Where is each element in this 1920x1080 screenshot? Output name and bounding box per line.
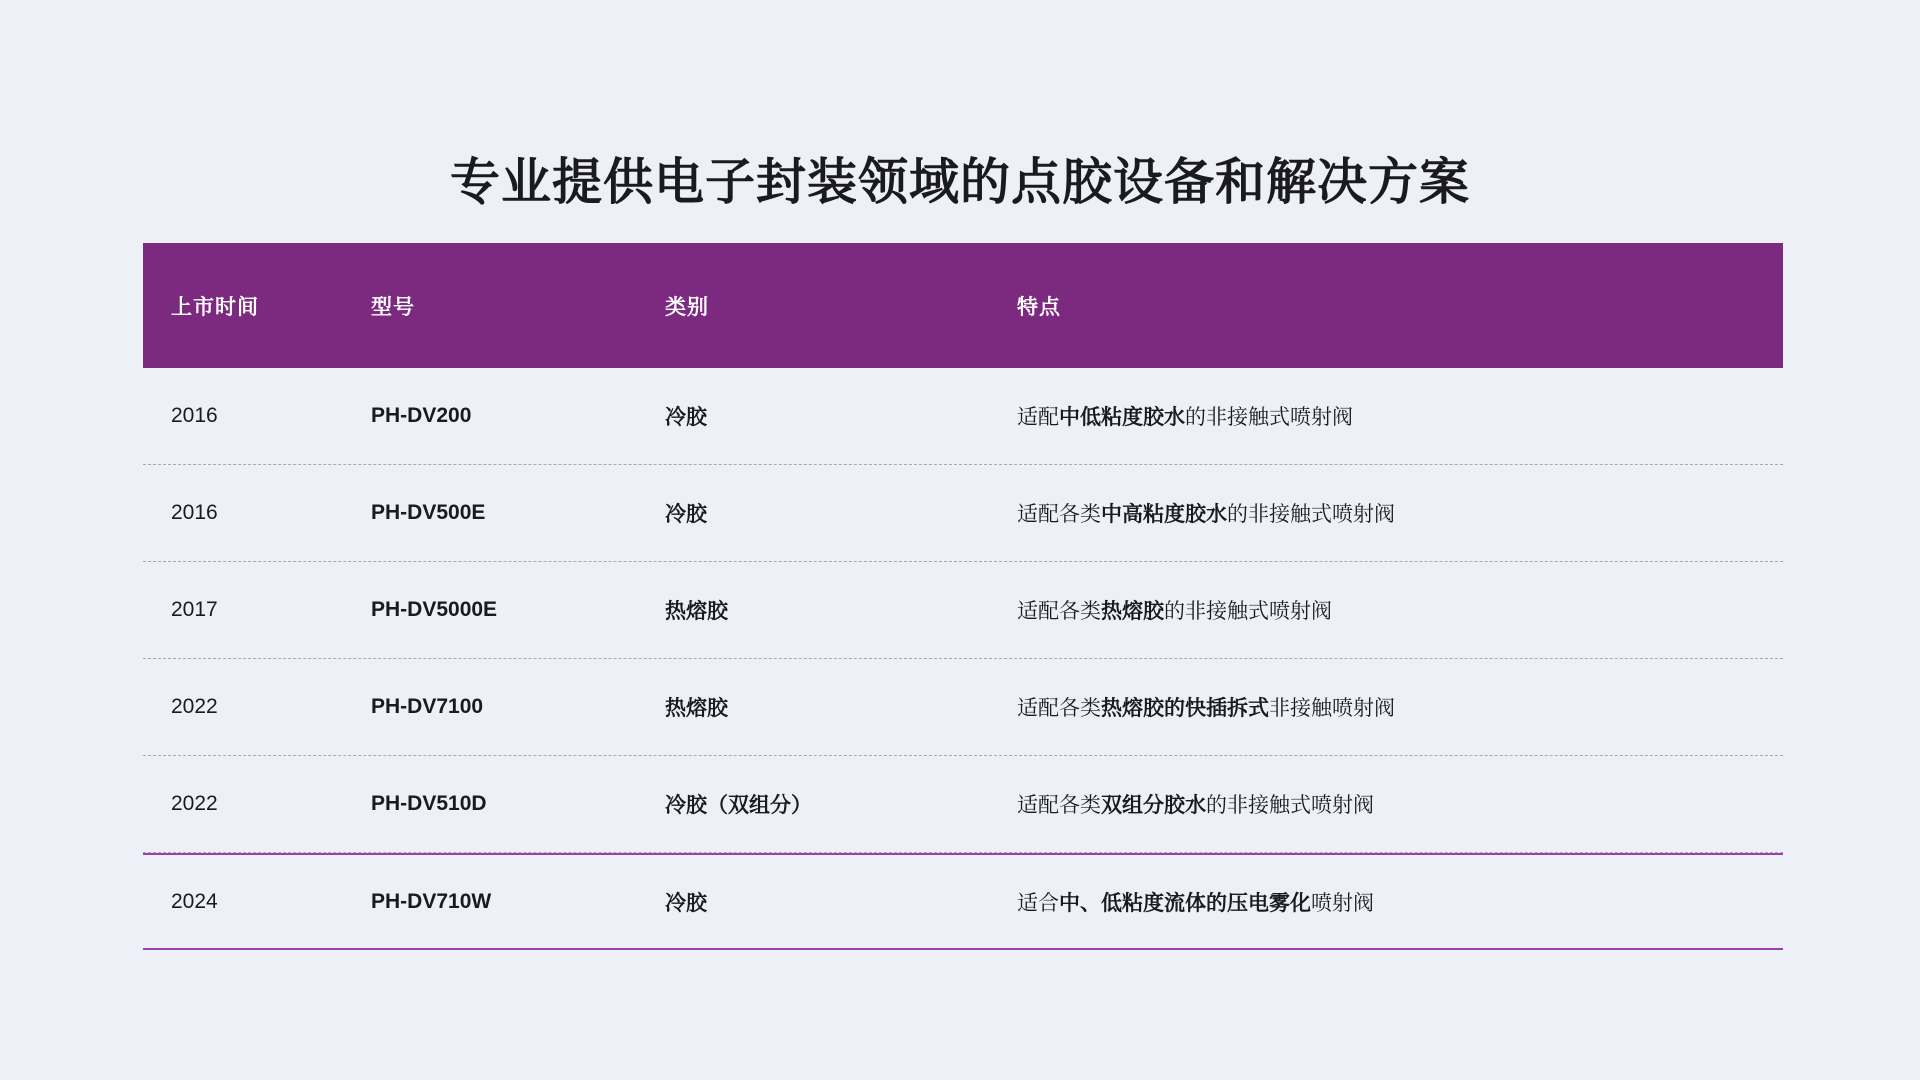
- table-row: [143, 368, 1783, 465]
- cell-feature: [1017, 595, 1783, 625]
- feature-suffix: 的非接触式喷射阀: [1227, 503, 1395, 526]
- cell-feature: [1017, 498, 1783, 528]
- column-header-time: 上市时间: [171, 295, 259, 319]
- product-table: [143, 243, 1783, 950]
- column-header-model: 型号: [371, 295, 415, 319]
- cell-model: PH-DV5000E: [371, 598, 498, 621]
- feature-suffix: 的非接触式喷射阀: [1206, 794, 1374, 817]
- cell-time: 2024: [171, 889, 218, 913]
- cell-feature: [1017, 401, 1783, 431]
- feature-suffix: 的非接触式喷射阀: [1164, 600, 1332, 623]
- cell-model: PH-DV500E: [371, 501, 486, 524]
- cell-time: 2016: [171, 501, 218, 524]
- feature-prefix: 适配: [1017, 406, 1059, 429]
- column-header-category: 类别: [665, 295, 709, 319]
- table-row: [143, 756, 1783, 853]
- cell-category: 冷胶: [665, 503, 707, 526]
- cell-time: 2022: [171, 792, 218, 815]
- feature-suffix: 非接触喷射阀: [1269, 697, 1395, 720]
- table-header-row: [143, 243, 1783, 368]
- page-title: 专业提供电子封装领域的点胶设备和解决方案: [450, 153, 1470, 210]
- cell-time: 2016: [171, 404, 218, 427]
- cell-time: 2017: [171, 598, 218, 621]
- feature-prefix: 适配各类: [1017, 794, 1101, 817]
- feature-strong: 热熔胶: [1101, 600, 1164, 623]
- cell-feature: [1017, 692, 1783, 722]
- column-header-feature: 特点: [1017, 295, 1061, 319]
- cell-category: 冷胶: [665, 891, 707, 915]
- feature-strong: 双组分胶水: [1101, 794, 1206, 817]
- cell-model: PH-DV7100: [371, 695, 484, 718]
- feature-prefix: 适配各类: [1017, 503, 1101, 526]
- cell-feature: [1017, 789, 1783, 819]
- feature-suffix: 的非接触式喷射阀: [1185, 406, 1353, 429]
- feature-strong: 中高粘度胶水: [1101, 503, 1227, 526]
- table-row: [143, 659, 1783, 756]
- feature-prefix: 适合: [1017, 891, 1059, 915]
- cell-category: 热熔胶: [665, 697, 728, 720]
- table-body: [143, 368, 1783, 950]
- cell-model: PH-DV200: [371, 404, 472, 427]
- cell-model: PH-DV510D: [371, 792, 487, 815]
- feature-prefix: 适配各类: [1017, 600, 1101, 623]
- table-row: [143, 465, 1783, 562]
- cell-category: 冷胶: [665, 406, 707, 429]
- feature-prefix: 适配各类: [1017, 697, 1101, 720]
- table-row: [143, 562, 1783, 659]
- cell-category: 热熔胶: [665, 600, 728, 623]
- cell-model: PH-DV710W: [371, 889, 492, 913]
- cell-category: 冷胶（双组分）: [665, 794, 812, 817]
- feature-strong: 中、低粘度流体的压电雾化: [1059, 891, 1311, 915]
- table-row: [143, 853, 1783, 950]
- cell-feature: [1017, 887, 1783, 917]
- feature-suffix: 喷射阀: [1311, 891, 1374, 915]
- feature-strong: 热熔胶的快插拆式: [1101, 697, 1269, 720]
- feature-strong: 中低粘度胶水: [1059, 406, 1185, 429]
- cell-time: 2022: [171, 695, 218, 718]
